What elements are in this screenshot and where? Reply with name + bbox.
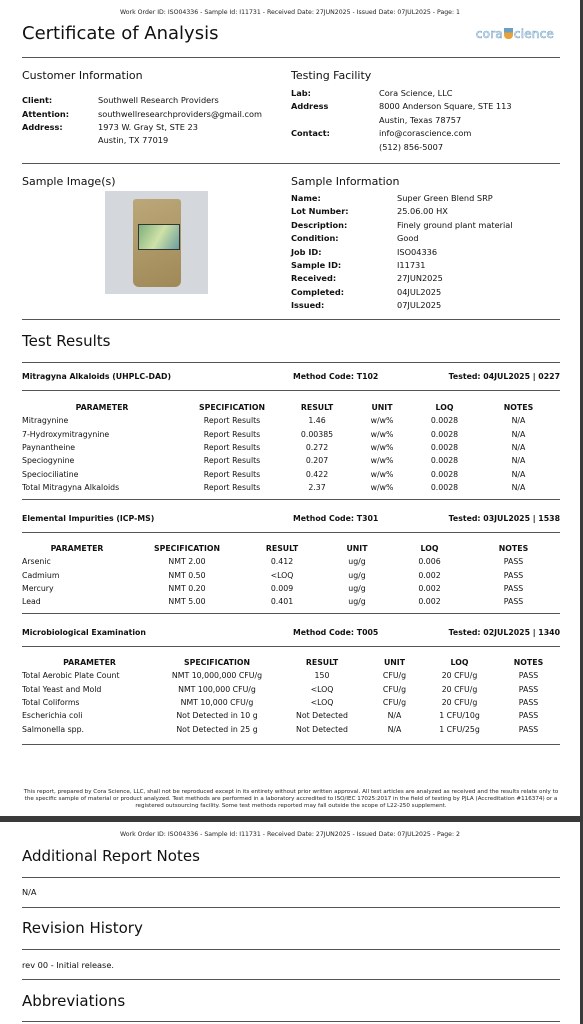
sample-info-label: Sample ID: [291,260,342,270]
table-cell: Mitragynine [22,416,69,426]
flask-icon [504,28,513,39]
column-header: LOQ [420,544,439,553]
table-cell: ug/g [348,583,366,593]
attention-label: Attention: [22,109,69,119]
sample-info-value: 25.06.00 HX [397,206,448,217]
column-header: SPECIFICATION [183,658,251,667]
table-row [22,468,560,481]
table-row [22,682,560,695]
divider [22,362,560,363]
sample-info-heading: Sample Information [291,175,400,188]
facility-heading: Testing Facility [291,69,372,82]
table-cell: Total Coliforms [22,697,80,707]
sample-info-value: Super Green Blend SRP [397,193,493,203]
table-cell: N/A [511,429,526,439]
results-table [22,542,560,609]
table-cell: 20 CFU/g [441,671,478,681]
sample-image-heading: Sample Image(s) [22,175,116,188]
method-code: Method Code: T102 [293,372,379,381]
lab-label: Lab: [291,88,311,98]
table-cell: N/A [511,469,526,479]
client-value: Southwell Research Providers [98,95,219,105]
table-row [22,696,560,709]
table-header-row [22,542,560,555]
attention-value: southwellresearchproviders@gmail.com [98,109,262,119]
table-cell: 0.002 [418,597,441,607]
table-header-row [22,656,560,669]
table-cell: 2.37 [308,483,326,493]
table-cell: 0.0028 [430,442,459,452]
customer-address-line2: Austin, TX 77019 [98,135,169,145]
table-cell: w/w% [370,416,394,426]
divider [22,163,560,164]
table-cell: 20 CFU/g [441,684,478,694]
table-cell: NMT 0.20 [168,583,206,593]
revision-heading: Revision History [22,919,143,937]
table-cell: PASS [518,724,539,734]
sample-info-label: Completed: [291,286,344,297]
table-cell: Not Detected [296,724,348,734]
divider [22,979,560,980]
table-cell: N/A [387,724,402,734]
table-cell: 1 CFU/10g [439,711,480,721]
table-cell: N/A [511,442,526,452]
column-header: RESULT [305,658,339,667]
column-header: PARAMETER [63,658,116,667]
table-row [22,723,560,736]
table-cell: ug/g [348,570,366,580]
table-cell: 0.002 [418,583,441,593]
table-cell: 0.009 [270,583,294,593]
table-cell: Salmonella spp. [22,724,85,734]
table-cell: Paynantheine [22,442,76,452]
table-row [22,669,560,682]
facility-address-label: Address [291,101,329,111]
table-cell: Total Mitragyna Alkaloids [22,483,120,493]
tested-date: Tested: 03JUL2025 | 1538 [448,514,560,523]
table-cell: Cadmium [22,570,60,580]
facility-address-line2: Austin, Texas 78757 [379,115,462,125]
table-cell: Report Results [203,469,261,479]
column-header: NOTES [513,658,544,667]
table-cell: w/w% [370,456,394,466]
table-row [22,427,560,440]
sample-info-value: I11731 [397,260,426,270]
table-cell: Not Detected in 10 g [176,711,258,721]
report-page-2 [0,822,580,1024]
contact-phone: (512) 856-5007 [379,142,444,152]
notes-heading: Additional Report Notes [22,847,200,865]
table-cell: w/w% [370,429,394,439]
revision-text: rev 00 - Initial release. [22,960,114,970]
table-cell: Report Results [203,483,261,493]
section-name: Mitragyna Alkaloids (UHPLC-DAD) [22,372,172,381]
table-cell: 0.006 [418,557,441,567]
lab-value: Cora Science, LLC [379,88,453,98]
divider [22,744,560,745]
table-row [22,568,560,581]
column-header: PARAMETER [75,403,129,412]
table-cell: 0.0028 [430,416,459,426]
table-cell: Report Results [203,456,261,466]
sample-info-label: Name: [291,193,321,203]
table-cell: Report Results [203,429,261,439]
table-cell: CFU/g [382,684,407,694]
divider [22,319,560,320]
divider [22,1021,560,1022]
divider [22,907,560,908]
table-cell: Not Detected [296,711,348,721]
table-cell: ug/g [348,597,366,607]
table-cell: 0.0028 [430,456,459,466]
column-header: PARAMETER [50,544,104,553]
table-cell: 20 CFU/g [441,697,478,707]
column-header: LOQ [435,403,454,412]
sample-info-value: Finely ground plant material [397,219,513,230]
table-cell: 150 [314,671,330,681]
method-code: Method Code: T005 [293,628,379,637]
table-cell: Arsenic [22,557,51,567]
column-header: LOQ [450,658,469,667]
table-cell: PASS [518,684,539,694]
table-cell: NMT 2.00 [168,557,206,567]
sample-info-label: Job ID: [291,246,322,257]
column-header: UNIT [383,658,406,667]
column-header: NOTES [498,544,529,553]
column-header: SPECIFICATION [153,544,221,553]
contact-label: Contact: [291,128,330,138]
sample-info-value: ISO04336 [397,246,438,257]
table-cell: w/w% [370,483,394,493]
table-cell: NMT 10,000,000 CFU/g [171,671,263,681]
sample-info-label: Issued: [291,300,325,311]
table-cell: 0.401 [270,597,294,607]
column-header: UNIT [346,544,368,553]
table-cell: PASS [503,557,524,567]
table-cell: 0.0028 [430,429,459,439]
table-cell: PASS [518,697,539,707]
table-cell: 0.0028 [430,483,459,493]
logo-text-post: cience [513,27,554,41]
notes-text: N/A [22,887,37,897]
table-row [22,555,560,568]
table-cell: Total Yeast and Mold [22,684,102,694]
table-cell: 1 CFU/25g [439,724,480,734]
table-cell: CFU/g [382,697,407,707]
table-cell: PASS [518,671,539,681]
customer-address-label: Address: [22,122,63,132]
page-header: Work Order ID: ISO04336 - Sample Id: I11731 - Received Date: 27JUN2025 - Issued Date: 07JUL2025 - Page: 2 [120,831,460,838]
table-row [22,481,560,494]
table-header-row [22,401,560,414]
column-header: RESULT [300,403,334,412]
table-cell: Speciociliatine [22,469,79,479]
table-cell: 0.272 [305,442,329,452]
table-cell: Total Aerobic Plate Count [22,671,120,681]
disclaimer-text: This report, prepared by Cora Science, LLC, shall not be reproduced except in its entirety without prior written approval. All test articles are analyzed as received and the results relate only to the specific sample of material or product analyzed. Test methods are performed in a laboratory accredited to ISO/IEC 17025:2017 in the field of testing by PJLA (Accreditation #116374) or a registered outsourcing facility. Some test methods reported may fall outside the scope of L22-250 supplement. [23,789,559,809]
results-table [22,401,560,494]
section-name: Microbiological Examination [22,628,146,637]
table-cell: Mercury [22,583,54,593]
table-cell: 0.422 [305,469,329,479]
column-header: NOTES [503,403,534,412]
table-cell: PASS [518,711,539,721]
sample-info-value: Good [397,233,419,244]
table-cell: Lead [22,597,41,607]
table-cell: PASS [503,597,524,607]
divider [22,646,560,647]
results-table [22,656,560,736]
table-row [22,414,560,427]
table-cell: Escherichia coli [22,711,83,721]
table-cell: ug/g [348,557,366,567]
company-logo [476,27,554,41]
abbreviations-heading: Abbreviations [22,992,126,1010]
column-header: UNIT [371,403,393,412]
table-cell: PASS [503,583,524,593]
table-cell: N/A [511,416,526,426]
sample-info-label: Received: [291,273,337,284]
table-cell: Report Results [203,416,261,426]
table-cell: NMT 100,000 CFU/g [178,684,256,694]
table-cell: N/A [511,456,526,466]
sample-info-value: 07JUL2025 [397,300,442,311]
page-header: Work Order ID: ISO04336 - Sample Id: I11731 - Received Date: 27JUN2025 - Issued Date: 07JUL2025 - Page: 1 [120,9,460,16]
table-cell: <LOQ [270,570,294,580]
table-row [22,595,560,608]
tested-date: Tested: 04JUL2025 | 0227 [448,372,560,381]
table-cell: NMT 10,000 CFU/g [180,697,254,707]
table-cell: 1.46 [308,416,326,426]
column-header: SPECIFICATION [198,403,266,412]
divider [22,57,560,58]
table-cell: w/w% [370,469,394,479]
table-row [22,441,560,454]
table-row [22,709,560,722]
page-title: Certificate of Analysis [22,23,219,44]
divider [22,613,560,614]
sample-photo [105,191,208,294]
customer-heading: Customer Information [22,69,143,82]
column-header: RESULT [265,544,299,553]
table-cell: N/A [511,483,526,493]
table-cell: 0.002 [418,570,441,580]
table-cell: N/A [387,711,402,721]
table-cell: <LOQ [310,697,334,707]
test-results-heading: Test Results [22,332,111,350]
table-cell: 7-Hydroxymitragynine [22,429,110,439]
divider [22,877,560,878]
logo-text-pre: cora [475,27,503,41]
table-row [22,454,560,467]
divider [22,499,560,500]
table-cell: PASS [503,570,524,580]
customer-address-line1: 1973 W. Gray St, STE 23 [98,122,198,132]
table-cell: Report Results [203,442,261,452]
section-name: Elemental Impurities (ICP-MS) [22,514,155,523]
table-cell: 0.412 [270,557,294,567]
client-label: Client: [22,95,53,105]
sample-info-value: 04JUL2025 [397,286,442,297]
contact-email[interactable]: info@corascience.com [379,128,472,138]
sample-info-value: 27JUN2025 [397,273,443,284]
pouch-label [138,224,180,250]
table-cell: w/w% [370,442,394,452]
divider [22,390,560,391]
divider [22,532,560,533]
table-cell: CFU/g [382,671,407,681]
table-cell: 0.00385 [300,429,334,439]
table-cell: NMT 5.00 [168,597,206,607]
facility-address-line1: 8000 Anderson Square, STE 113 [379,101,512,111]
sample-info-label: Lot Number: [291,206,349,217]
divider [22,949,560,950]
tested-date: Tested: 02JUL2025 | 1340 [448,628,560,637]
table-row [22,582,560,595]
table-cell: 0.207 [305,456,329,466]
table-cell: NMT 0.50 [168,570,206,580]
table-cell: <LOQ [310,684,334,694]
table-cell: 0.0028 [430,469,459,479]
method-code: Method Code: T301 [293,514,379,523]
table-cell: Speciogynine [22,456,75,466]
sample-info-label: Condition: [291,233,339,244]
sample-info-label: Description: [291,219,348,230]
table-cell: Not Detected in 25 g [176,724,258,734]
